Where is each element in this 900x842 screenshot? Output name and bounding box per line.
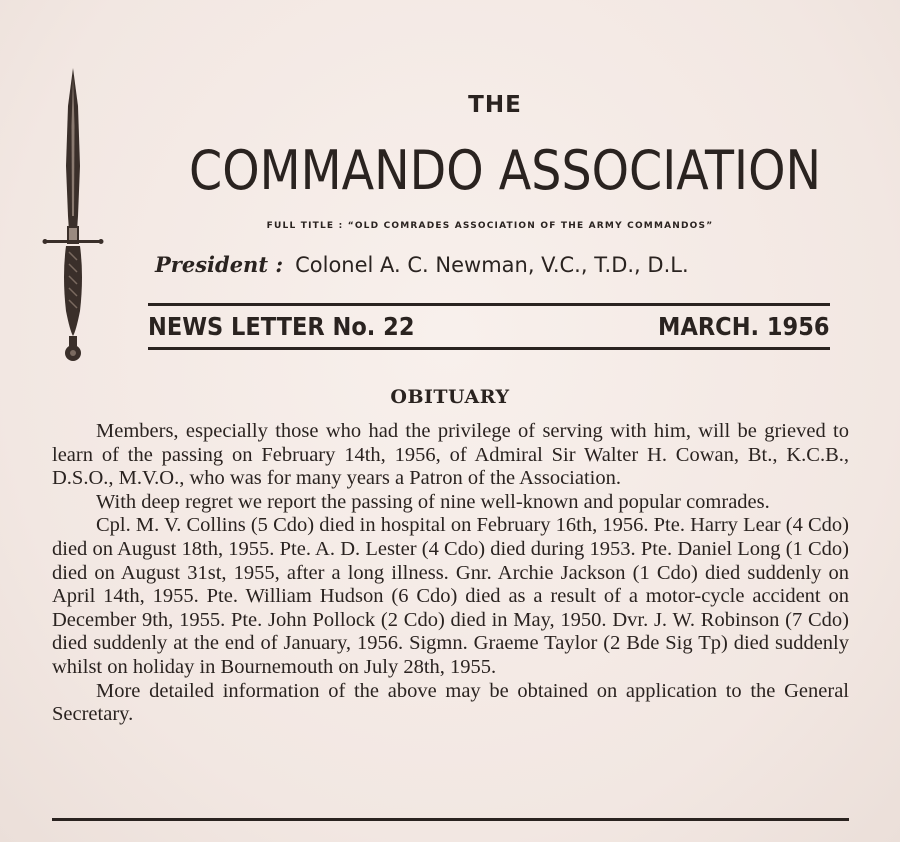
- closing-rule: [52, 818, 849, 821]
- paragraph-regret: With deep regret we report the passing of nine well-known and popular comrades.: [96, 490, 770, 513]
- paragraph-information: More detailed information of the above may be obtained on application to the General Secretary.: [52, 679, 849, 726]
- full-title-line: FULL TITLE : “OLD COMRADES ASSOCIATION OF THE ARMY COMMANDOS”: [266, 221, 714, 231]
- president-name: Colonel A. C. Newman, V.C., T.D., D.L.: [295, 253, 689, 277]
- newsletter-number: NEWS LETTER No. 22: [148, 312, 415, 341]
- obituary-body: [52, 420, 849, 727]
- president-label: President :: [155, 252, 284, 277]
- president-line: [155, 252, 835, 278]
- rule-top-divider: [148, 303, 830, 306]
- issue-date: MARCH. 1956: [658, 312, 830, 341]
- obituary-heading: OBITUARY: [390, 386, 510, 408]
- masthead-the: THE: [468, 92, 522, 118]
- masthead-title: COMMANDO ASSOCIATION: [189, 139, 822, 202]
- paragraph-cowan: Members, especially those who had the privilege of serving with him, will be grieved to learn of the passing on February 14th, 1956, of Admiral Sir Walter H. Cowan, Bt., K.C.B., D.S.O., M.V.O., who was for many years a Patron of the Association.: [52, 420, 849, 490]
- rule-bottom-divider: [148, 347, 830, 350]
- paragraph-comrades: Cpl. M. V. Collins (5 Cdo) died in hospital on February 16th, 1956. Pte. Harry Lear (4 Cdo) died on August 18th, 1955. Pte. A. D. Lester (4 Cdo) died during 1953. Pte. Daniel Long (1 Cdo) died on August 31st, 1955, after a long illness. Gnr. Archie Jackson (1 Cdo) died suddenly on April 14th, 1955. Pte. William Hudson (6 Cdo) died as a result of a motor-cycle accident on December 9th, 1955. Pte. John Pollock (2 Cdo) died in May, 1950. Dvr. J. W. Robinson (7 Cdo) died suddenly at the end of January, 1956. Sigmn. Graeme Taylor (2 Bde Sig Tp) died suddenly whilst on holiday in Bournemouth on July 28th, 1955.: [52, 514, 849, 678]
